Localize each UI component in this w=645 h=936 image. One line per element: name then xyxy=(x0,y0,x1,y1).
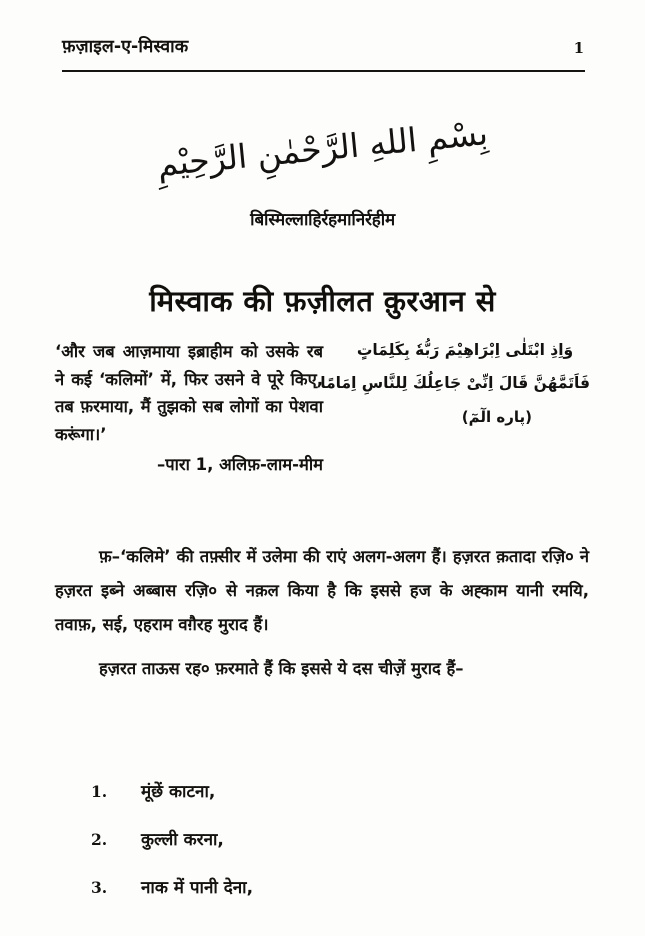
list-item xyxy=(55,768,515,816)
verse-arabic-quote xyxy=(311,334,590,434)
verse-hindi-text: ‘और जब आज़माया इब्राहीम को उसके रब ने कई ‘कलिमों’ में, फिर उसने वे पूरे किए, तब फ़रमाया, मैं तुझको सब लोगों का पेशवा करूंगा।’ xyxy=(55,342,323,444)
list-item xyxy=(55,816,515,864)
running-head xyxy=(62,38,584,72)
body-text xyxy=(55,540,589,700)
basmala-arabic-calligraphy: بِسْمِ اللهِ الرَّحْمٰنِ الرَّحِيْمِ xyxy=(155,113,490,184)
chapter-heading: मिस्वाक की फ़ज़ीलत क़ुरआन से xyxy=(149,284,496,319)
verse-arabic-line-1: وَاِذِ ابْتَلٰى اِبْرَاهِيْمَ رَبُّهٗ بِكَلِمَاتٍ xyxy=(356,341,574,359)
list-item-number: 1. xyxy=(91,782,108,801)
list-item xyxy=(55,864,515,912)
verse-section xyxy=(55,338,590,518)
list-item-label: नाक में पानी देना, xyxy=(141,878,254,898)
list-item-number: 3. xyxy=(91,878,108,897)
running-head-title: फ़ज़ाइल-ए-मिस्वाक xyxy=(62,37,189,57)
verse-hindi-attribution: –पारा 1, अलिफ़-लाम-मीम xyxy=(157,455,323,474)
body-paragraph-1: फ़–‘कलिमे’ की तफ़्सीर में उलेमा की राएं अलग-अलग हैं। हज़रत क़तादा रज़ि० ने हज़रत इब्ने अब्बास रज़ि० से नक़ल किया है कि इससे हज के अह्काम यानी रमयि, तवाफ़, सई, एहराम वग़ैरह मुराद हैं। xyxy=(55,547,589,634)
body-paragraph-2: हज़रत ताऊस रह० फ़रमाते हैं कि इससे ये दस चीज़ें मुराद हैं– xyxy=(99,659,464,678)
page-number: 1 xyxy=(573,39,584,57)
verse-arabic-line-2: فَاَتَمَّهُنَّ قَالَ اِنِّىْ جَاعِلُكَ لِلنَّاسِ اِمَامًا۔ xyxy=(311,374,590,392)
verse-hindi-translation xyxy=(55,338,323,479)
list-item-label: कुल्ली करना, xyxy=(141,830,224,850)
verse-arabic-source: (پاره الٓمٓ) xyxy=(461,408,532,426)
numbered-list xyxy=(55,768,515,912)
list-item-label: मूंछें काटना, xyxy=(141,782,216,802)
basmala-transliteration: बिस्मिल्लाहिर्रहमानिर्रहीम xyxy=(250,210,395,230)
header-divider-rule xyxy=(62,70,585,72)
list-item-number: 2. xyxy=(91,830,108,849)
